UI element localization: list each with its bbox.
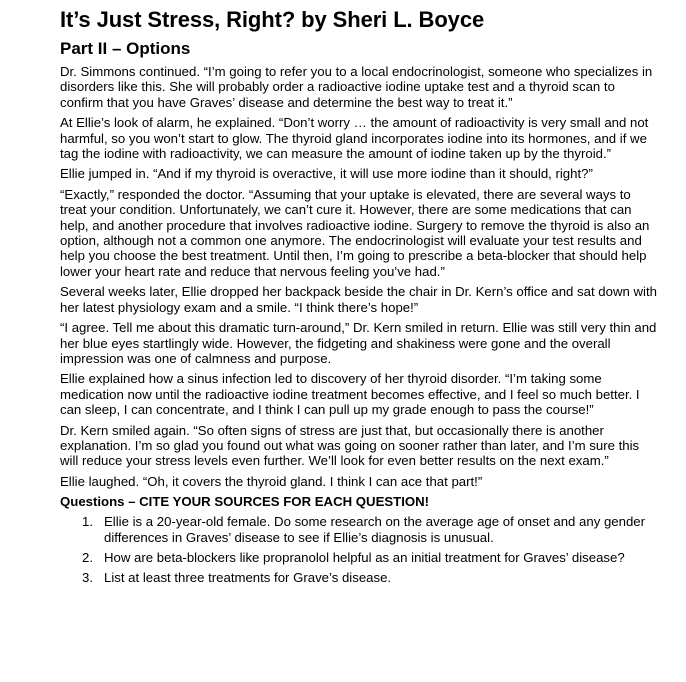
questions-heading: Questions – CITE YOUR SOURCES FOR EACH QUESTION! [60,494,430,510]
paragraph-5: Several weeks later, Ellie dropped her backpack beside the chair in Dr. Kern’s office and sat down with her latest physiology exam and a smile. “I think there’s hope!” [60,284,657,315]
paragraph-9: Ellie laughed. “Oh, it covers the thyroid gland. I think I can ace that part!” [60,473,483,489]
question-number: 2. [82,549,93,565]
paragraph-4: “Exactly,” responded the doctor. “Assuming that your uptake is elevated, there are several ways to treat your condition. Unfortunately, we can’t cure it. However, there are some medications that can help, and another procedure that involves radioactive iodine. Surgery to remove the thyroid is also an option, although not a common one anymore. The endocrinologist will evaluate your test results and help you choose the best treatment. Until then, I’m going to prescribe a beta-blocker that should help lower your heart rate and reduce that nervous feeling you’ve had.” [60,186,650,279]
question-text: Ellie is a 20-year-old female. Do some research on the average age of onset and any gender differences in Graves’ disease to see if Ellie’s diagnosis is unusual. [104,514,646,545]
document-page [60,6,660,591]
document-title: It’s Just Stress, Right? by Sheri L. Boyce [60,7,485,32]
question-text: List at least three treatments for Grave’s disease. [104,570,392,586]
question-number: 1. [82,514,93,530]
paragraph-1: Dr. Simmons continued. “I’m going to refer you to a local endocrinologist, someone who specializes in disorders like this. She will probably order a radioactive iodine uptake test and a thyroid scan to confirm that you have Graves’ disease and determine the best way to treat it.” [60,64,653,110]
paragraph-8: Dr. Kern smiled again. “So often signs of stress are just that, but occasionally there is another explanation. I’m so glad you found out what was going on sooner rather than later, and I’m sure this will reduce your stress levels even further. We’ll look for even better results on the next exam.” [60,422,640,469]
question-item [60,514,660,545]
question-text: How are beta-blockers like propranolol helpful as an initial treatment for Graves’ disease? [104,549,625,565]
question-number: 3. [82,570,93,586]
question-item [60,550,660,565]
questions-list [60,514,660,586]
paragraph-3: Ellie jumped in. “And if my thyroid is overactive, it will use more iodine than it should, right?” [60,166,593,182]
paragraph-7: Ellie explained how a sinus infection led to discovery of her thyroid disorder. “I’m taking some medication now until the radioactive iodine treatment becomes effective, and I feel so much better. I can sleep, I can concentrate, and I think I can pull up my grade enough to pass the course!” [60,371,640,418]
question-item [60,570,660,585]
paragraph-2: At Ellie’s look of alarm, he explained. “Don’t worry … the amount of radioactivity is very small and not harmful, so you won’t start to glow. The thyroid gland incorporates iodine into its hormones, and if we tag the iodine with radioactivity, we can measure the amount of iodine taken up by the thyroid.” [60,115,649,162]
paragraph-6: “I agree. Tell me about this dramatic turn-around,” Dr. Kern smiled in return. Ellie was still very thin and her blue eyes startlingly wide. However, the fidgeting and shakiness were gone and the overall impression was one of calmness and purpose. [60,320,657,366]
part-heading: Part II – Options [60,39,191,58]
